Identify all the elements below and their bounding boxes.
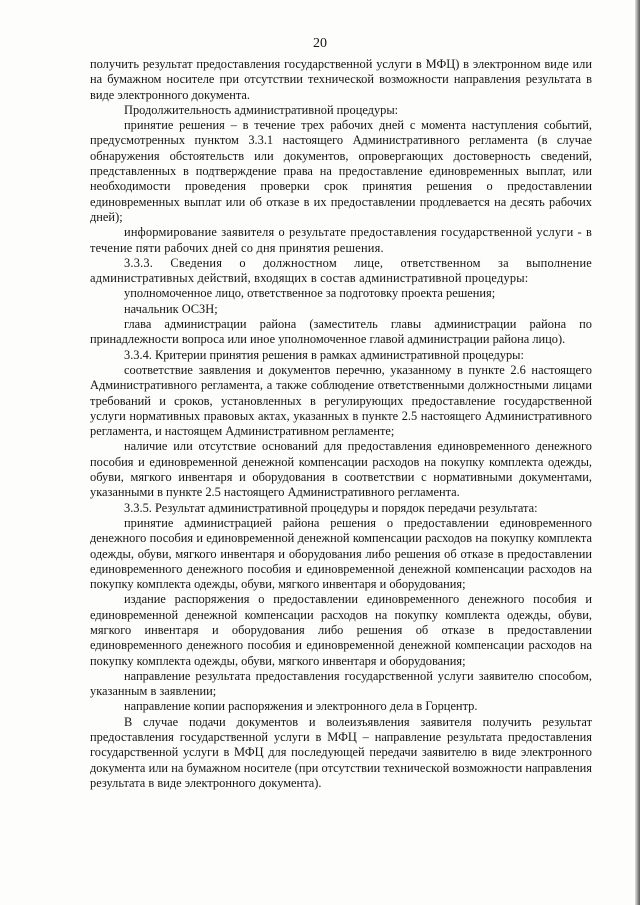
paragraph-oszn-head: начальник ОСЗН;: [124, 301, 218, 316]
page-number: 20: [313, 36, 327, 51]
scan-edge: [635, 0, 640, 905]
paragraph-order-issuance: издание распоряжения о предоставлении единовременного денежного пособия и единовременной денежной компенсации расходов на покупку комплекта одежды, обуви, мягкого инвентаря и оборудования либо решения об отказе в предоставлении единовременного денежного пособия и единовременной денежной компенсации расходов на покупку комплекта одежды, обуви, мягкого инвентаря и оборудования;: [90, 592, 592, 668]
paragraph-result-delivery: направление результата предоставления государственной услуги заявителю способом, указанным в заявлении;: [90, 668, 592, 699]
paragraph-3-3-3: 3.3.3. Сведения о должностном лице, ответственном за выполнение административных действий, входящих в состав административной процедуры:: [90, 255, 592, 286]
paragraph-mfc-delivery: В случае подачи документов и волеизъявления заявителя получить результат предоставления государственной услуги в МФЦ – направление результата предоставления государственной услуги в МФЦ для последующей передачи заявителю в виде электронного документа или на бумажном носителе (при отсутствии технической возможности направления результата в виде электронного документа).: [90, 714, 592, 790]
paragraph-authorized-person: уполномоченное лицо, ответственное за подготовку проекта решения;: [124, 286, 496, 301]
paragraph-copy-to-gorcentr: направление копии распоряжения и электронного дела в Горцентр.: [124, 699, 478, 714]
document-body: [90, 57, 592, 791]
paragraph-3-3-4: 3.3.4. Критерии принятия решения в рамках административной процедуры:: [124, 347, 524, 362]
paragraph-continuation: получить результат предоставления государственной услуги в МФЦ) в электронном виде или на бумажном носителе при отсутствии технической возможности направления результата в виде электронного документа.: [90, 57, 592, 102]
paragraph-district-head: глава администрации района (заместитель главы администрации района по принадлежности вопроса или иное уполномоченное главой администрации района лицо).: [90, 317, 592, 347]
paragraph-grounds: наличие или отсутствие оснований для предоставления единовременного денежного пособия и единовременной денежной компенсации расходов на покупку комплекта одежды, обуви, мягкого инвентаря и оборудования в соответствии с нормативными документами, указанными в пункте 2.5 настоящего Административного регламента.: [90, 439, 592, 500]
paragraph-duration-heading: Продолжительность административной процедуры:: [124, 102, 399, 117]
paragraph-decision-term: принятие решения – в течение трех рабочих дней с момента наступления событий, предусмотренных пунктом 3.3.1 настоящего Административного регламента (в случае обнаружения обстоятельств или документов, опровергающих достоверность сведений, представленных в подтверждение права на предоставление единовременных выплат, или необходимости проведения проверки срок принятия решения о предоставлении единовременных выплат или об отказе в их предоставлении продлевается на десять рабочих дней);: [90, 118, 592, 224]
paragraph-decision-result: принятие администрацией района решения о предоставлении единовременного денежного пособия и единовременной денежной компенсации расходов на покупку комплекта одежды, обуви, мягкого инвентаря и оборудования либо решения об отказе в предоставлении единовременного денежного пособия и единовременной денежной компенсации расходов на покупку комплекта одежды, обуви, мягкого инвентаря и оборудования;: [90, 515, 592, 592]
paragraph-compliance: соответствие заявления и документов перечню, указанному в пункте 2.6 настоящего Административного регламента, а также соблюдение ответственными должностными лицами требований и сроков, установленных в регулирующих предоставление государственной услуги нормативных правовых актах, указанных в пункте 2.5 настоящего Административного регламента, и настоящем Административном регламенте;: [90, 362, 592, 439]
paragraph-informing-term: информирование заявителя о результате предоставления государственной услуги - в течение пяти рабочих дней со дня принятия решения.: [90, 225, 592, 255]
paragraph-3-3-5: 3.3.5. Результат административной процедуры и порядок передачи результата:: [124, 500, 538, 515]
